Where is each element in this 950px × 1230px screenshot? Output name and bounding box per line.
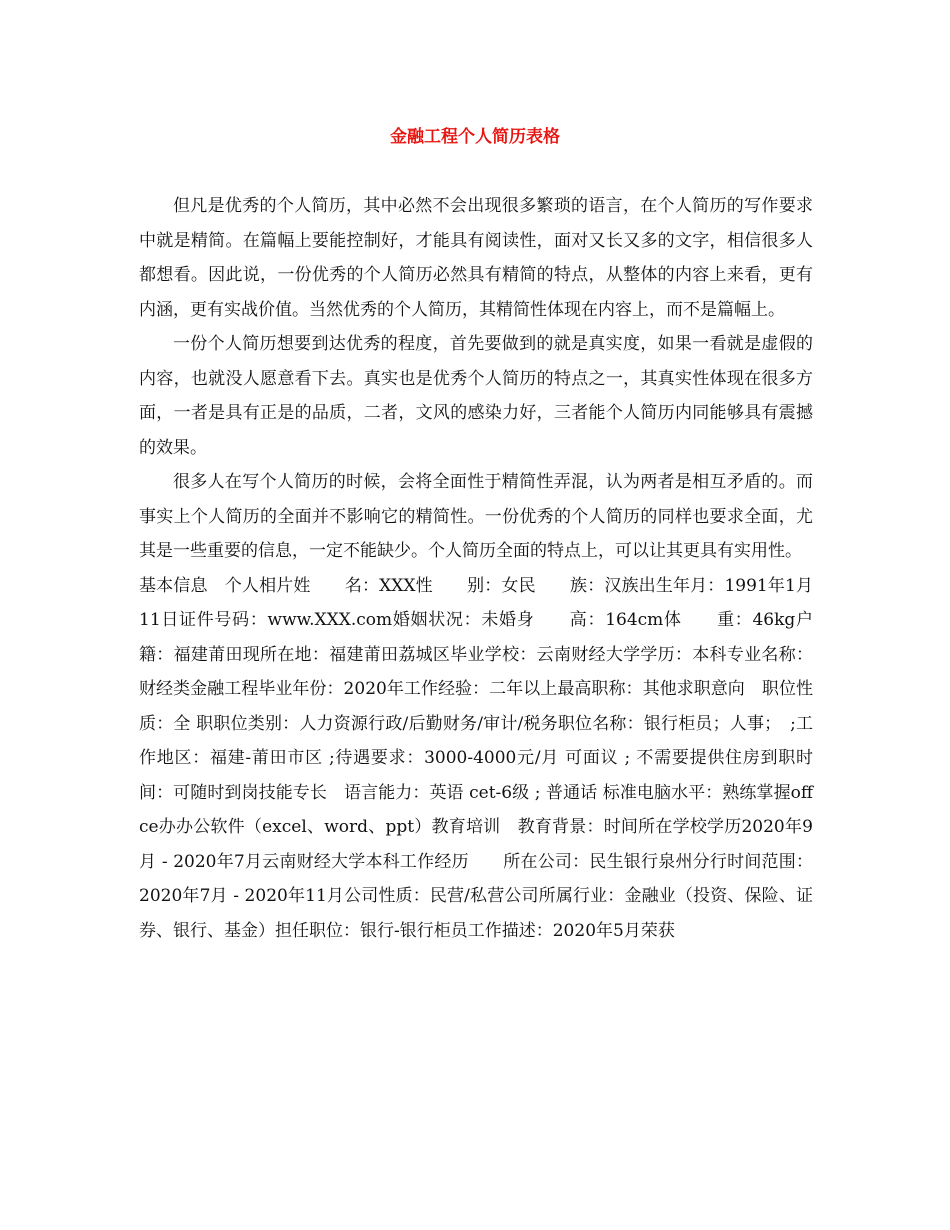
document-body bbox=[139, 189, 847, 948]
paragraph-3: 很多人在写个人简历的时候，会将全面性于精简性弄混，认为两者是相互矛盾的。而事实上个人简历的全面并不影响它的精简性。一份优秀的个人简历的同样也要求全面，尤其是一些重要的信息，一定不能缺少。个人简历全面的特点上，可以让其更具有实用性。 bbox=[139, 472, 813, 561]
paragraph-2: 一份个人简历想要到达优秀的程度，首先要做到的就是真实度，如果一看就是虚假的内容，也就没人愿意看下去。真实也是优秀个人简历的特点之一，其真实性体现在很多方面，一者是具有正是的品质，二者，文风的感染力好，三者能个人简历内同能够具有震撼的效果。 bbox=[139, 334, 813, 458]
resume-info-block: 基本信息 个人相片姓 名：XXX性 别：女民 族：汉族出生年月：1991年1月11日证件号码：www.XXX.com婚姻状况：未婚身 高：164cm体 重：46kg户 籍：福建莆田现所在地：福建莆田荔城区毕业学校：云南财经大学学历：本科专业名称：财经类金融工程毕业年份：2020年工作经验：二年以上最高职称：其他求职意向 职位性质：全 职职位类别：人力资源行政/后勤财务/审计/税务职位名称：银行柜员；人事； ;工作地区：福建-莆田市区 ;待遇要求：3000-4000元/月 可面议 ; 不需要提供住房到职时间：可随时到岗技能专长 语言能力：英语 cet-6级 ; 普通话 标准电脑水平：熟练掌握offce办办公软件（excel、word、ppt）教育培训 教育背景：时间所在学校学历2020年9月 - 2020年7月云南财经大学本科工作经历 所在公司：民生银行泉州分行时间范围：2020年7月 - 2020年11月公司性质：民营/私营公司所属行业：金融业（投资、保险、证券、银行、基金）担任职位：银行-银行柜员工作描述：2020年5月荣获 bbox=[139, 575, 847, 941]
paragraph-1: 但凡是优秀的个人简历，其中必然不会出现很多繁琐的语言，在个人简历的写作要求中就是精简。在篇幅上要能控制好，才能具有阅读性，面对又长又多的文字，相信很多人都想看。因此说，一份优秀的个人简历必然具有精简的特点，从整体的内容上来看，更有内涵，更有实战价值。当然优秀的个人简历，其精简性体现在内容上，而不是篇幅上。 bbox=[139, 196, 813, 320]
document-title: 金融工程个人简历表格 bbox=[390, 127, 560, 147]
